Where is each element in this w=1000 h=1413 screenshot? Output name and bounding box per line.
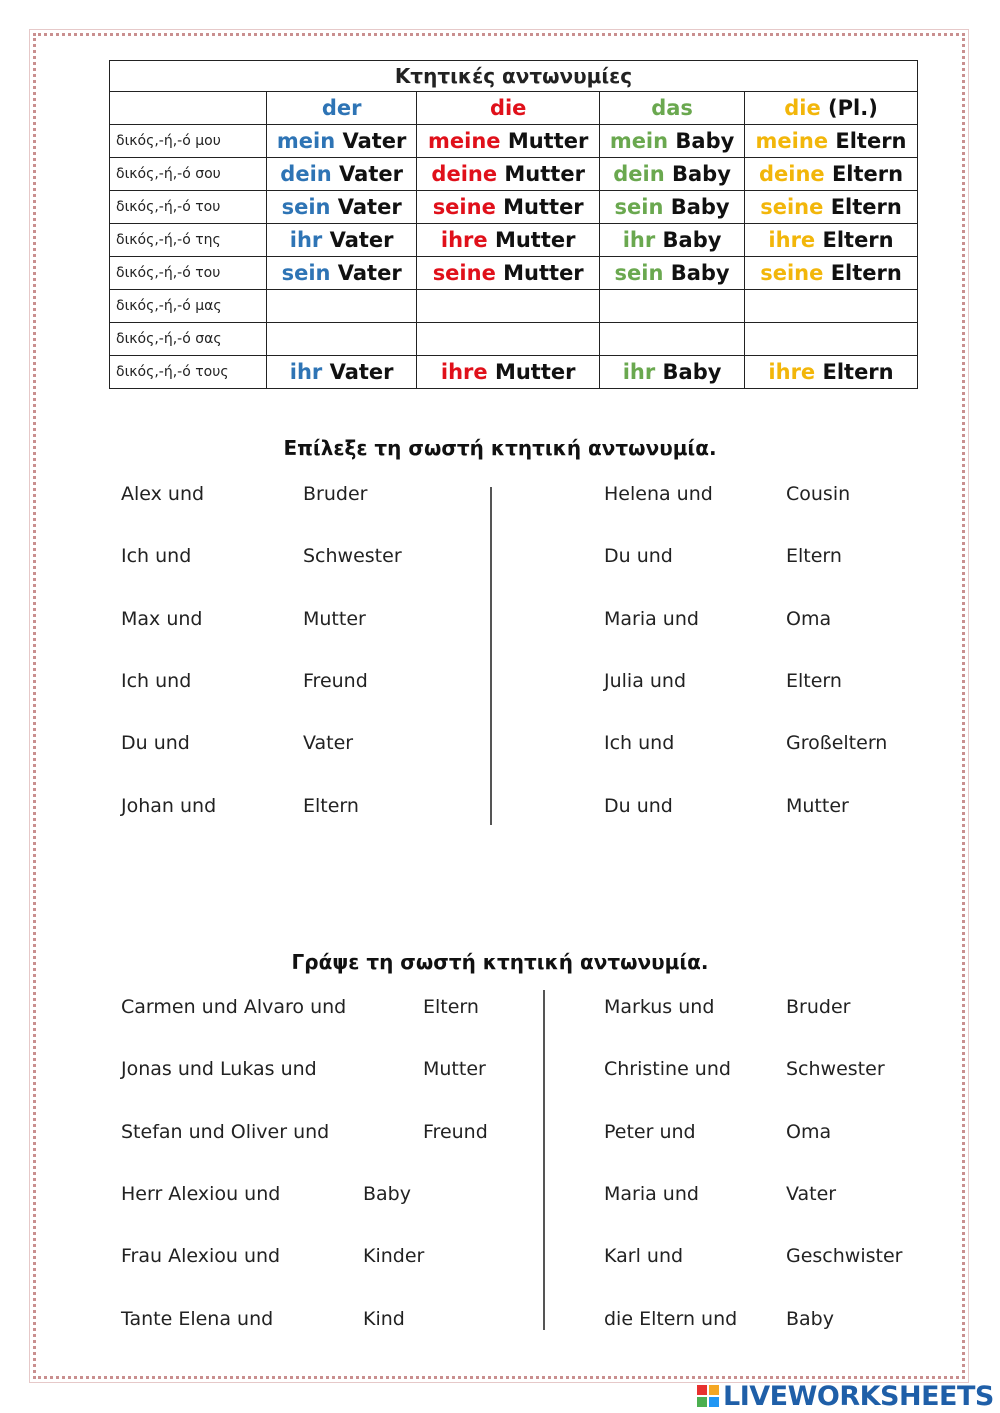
cell-pl [745, 158, 918, 191]
noun-word: Eltern [822, 228, 894, 252]
left-noun: Baby [363, 1182, 411, 1205]
possessive-word: seine [760, 261, 824, 285]
row-label: δικός,-ή,-ό μας [110, 290, 267, 323]
left-noun: Freund [423, 1120, 488, 1143]
right-noun: Oma [786, 607, 832, 630]
table-row [110, 257, 918, 290]
possessive-word: deine [758, 162, 825, 186]
right-noun: Cousin [786, 483, 851, 505]
possessive-word: seine [432, 261, 496, 285]
noun-word: Vater [342, 129, 407, 153]
header-blank-cell [110, 92, 267, 125]
cell-der [267, 323, 417, 356]
possessive-word: sein [614, 261, 664, 285]
table-row [110, 125, 918, 158]
cell-das [600, 290, 745, 323]
left-subject: Stefan und Oliver und [121, 1120, 330, 1143]
right-subject: Christine und [604, 1058, 731, 1081]
logo-block [697, 1397, 707, 1407]
right-subject: Du und [604, 794, 673, 817]
possessive-word: seine [432, 195, 496, 219]
cell-pl [745, 257, 918, 290]
noun-word: Eltern [830, 261, 902, 285]
noun-word: Vater [337, 261, 402, 285]
cell-die [417, 125, 600, 158]
right-noun: Baby [786, 1307, 834, 1330]
table-row [110, 158, 918, 191]
possessive-word: seine [760, 195, 824, 219]
cell-der [267, 224, 417, 257]
right-noun: Eltern [786, 545, 842, 568]
cell-das [600, 158, 745, 191]
cell-der [267, 257, 417, 290]
noun-word: Vater [339, 162, 403, 186]
noun-word: Baby [671, 162, 731, 186]
left-subject: Johan und [121, 794, 217, 817]
right-subject: Maria und [604, 1182, 699, 1205]
section1-divider [490, 487, 492, 825]
section2-divider [543, 990, 545, 1330]
cell-der [267, 356, 417, 389]
possessive-word: ihre [440, 228, 488, 252]
right-subject: Julia und [604, 669, 687, 692]
right-noun: Geschwister [786, 1245, 903, 1268]
cell-pl [745, 224, 918, 257]
cell-der [267, 191, 417, 224]
left-subject: Ich und [121, 669, 192, 692]
left-subject: Tante Elena und [121, 1307, 274, 1330]
cell-die [417, 158, 600, 191]
header-plural: die (Pl.) [745, 92, 918, 125]
noun-word: Baby [670, 195, 730, 219]
possessive-word: ihre [768, 228, 816, 252]
cell-pl [745, 191, 918, 224]
possessive-word: ihr [622, 228, 656, 252]
row-label: δικός,-ή,-ό σου [110, 158, 267, 191]
left-noun: Eltern [303, 794, 359, 817]
noun-word: Baby [662, 228, 722, 252]
left-subject: Ich und [121, 545, 192, 568]
noun-word: Vater [337, 195, 402, 219]
left-noun: Mutter [303, 607, 366, 630]
cell-der [267, 290, 417, 323]
cell-das [600, 224, 745, 257]
row-label: δικός,-ή,-ό της [110, 224, 267, 257]
cell-pl [745, 356, 918, 389]
cell-das [600, 257, 745, 290]
right-subject: Markus und [604, 996, 715, 1018]
noun-word: Mutter [494, 360, 576, 384]
noun-word: Eltern [830, 195, 902, 219]
right-subject: die Eltern und [604, 1307, 738, 1330]
right-subject: Helena und [604, 483, 713, 505]
right-noun: Bruder [786, 996, 851, 1018]
right-noun: Oma [786, 1120, 832, 1143]
row-label: δικός,-ή,-ό μου [110, 125, 267, 158]
cell-die [417, 191, 600, 224]
possessive-word: mein [276, 129, 336, 153]
left-noun: Eltern [423, 996, 479, 1018]
noun-word: Baby [662, 360, 722, 384]
table-row [110, 191, 918, 224]
possessive-word: ihr [289, 360, 323, 384]
noun-word: Mutter [504, 162, 585, 186]
logo-block [709, 1385, 719, 1395]
cell-das [600, 125, 745, 158]
possessive-word: mein [609, 129, 669, 153]
left-subject: Jonas und Lukas und [121, 1058, 317, 1081]
noun-word: Vater [329, 228, 394, 252]
noun-word: Mutter [494, 228, 576, 252]
row-label: δικός,-ή,-ό του [110, 257, 267, 290]
row-label: δικός,-ή,-ό τους [110, 356, 267, 389]
noun-word: Baby [670, 261, 730, 285]
cell-pl [745, 125, 918, 158]
left-noun: Bruder [303, 483, 368, 505]
right-subject: Peter und [604, 1120, 696, 1143]
noun-word: Mutter [503, 195, 584, 219]
table-header-row [110, 92, 918, 125]
noun-word: Eltern [831, 162, 904, 186]
possessive-word: meine [755, 129, 829, 153]
right-subject: Maria und [604, 607, 699, 630]
possessive-word: meine [428, 129, 501, 153]
cell-der [267, 125, 417, 158]
cell-die [417, 257, 600, 290]
left-noun: Schwester [303, 545, 402, 568]
left-subject: Alex und [121, 483, 205, 505]
section1-heading: Επίλεξε τη σωστή κτητική αντωνυμία. [283, 436, 717, 460]
header-die: die [417, 92, 600, 125]
noun-word: Baby [675, 129, 735, 153]
cell-pl [745, 290, 918, 323]
possessive-word: dein [280, 162, 332, 186]
left-subject: Carmen und Alvaro und [121, 996, 347, 1018]
left-subject: Du und [121, 732, 190, 755]
right-subject: Du und [604, 545, 673, 568]
possessive-word: deine [431, 162, 498, 186]
left-subject: Frau Alexiou und [121, 1245, 281, 1268]
possessive-word: sein [281, 195, 331, 219]
possessive-word: ihre [768, 360, 816, 384]
brand-name: LIVEWORKSHEETS [723, 1380, 994, 1412]
cell-die [417, 356, 600, 389]
table-title: Κτητικές αντωνυμίες [110, 61, 918, 92]
possessive-word: sein [614, 195, 664, 219]
header-der: der [267, 92, 417, 125]
cell-die [417, 224, 600, 257]
right-subject: Ich und [604, 732, 675, 755]
right-noun: Vater [786, 1182, 837, 1205]
left-subject: Herr Alexiou und [121, 1182, 281, 1205]
right-noun: Eltern [786, 669, 842, 692]
table-row [110, 323, 918, 356]
possessive-word: ihre [440, 360, 488, 384]
noun-word: Vater [329, 360, 394, 384]
possessive-word: ihr [622, 360, 656, 384]
cell-pl [745, 323, 918, 356]
table-row [110, 290, 918, 323]
noun-word: Eltern [835, 129, 907, 153]
right-noun: Schwester [786, 1058, 885, 1081]
possessive-word: ihr [289, 228, 323, 252]
logo-block [709, 1397, 719, 1407]
cell-das [600, 191, 745, 224]
possessive-pronoun-table [109, 60, 918, 389]
right-noun: Mutter [786, 794, 849, 817]
cell-der [267, 158, 417, 191]
header-das: das [600, 92, 745, 125]
logo-block [697, 1385, 707, 1395]
logo-blocks-icon [697, 1385, 719, 1407]
table-row [110, 356, 918, 389]
noun-word: Eltern [822, 360, 894, 384]
right-subject: Karl und [604, 1245, 684, 1268]
left-subject: Max und [121, 607, 203, 630]
section2-heading: Γράψε τη σωστή κτητική αντωνυμία. [291, 950, 709, 974]
table-row [110, 224, 918, 257]
noun-word: Mutter [503, 261, 584, 285]
possessive-word: sein [281, 261, 331, 285]
liveworksheets-logo [697, 1381, 994, 1411]
left-noun: Kinder [363, 1245, 425, 1268]
left-noun: Freund [303, 669, 368, 692]
cell-das [600, 356, 745, 389]
cell-die [417, 323, 600, 356]
left-noun: Kind [363, 1307, 405, 1330]
possessive-word: dein [613, 162, 665, 186]
cell-die [417, 290, 600, 323]
left-noun: Vater [303, 732, 354, 755]
right-noun: Großeltern [786, 732, 888, 755]
cell-das [600, 323, 745, 356]
left-noun: Mutter [423, 1058, 486, 1081]
row-label: δικός,-ή,-ό σας [110, 323, 267, 356]
row-label: δικός,-ή,-ό του [110, 191, 267, 224]
noun-word: Mutter [507, 129, 589, 153]
